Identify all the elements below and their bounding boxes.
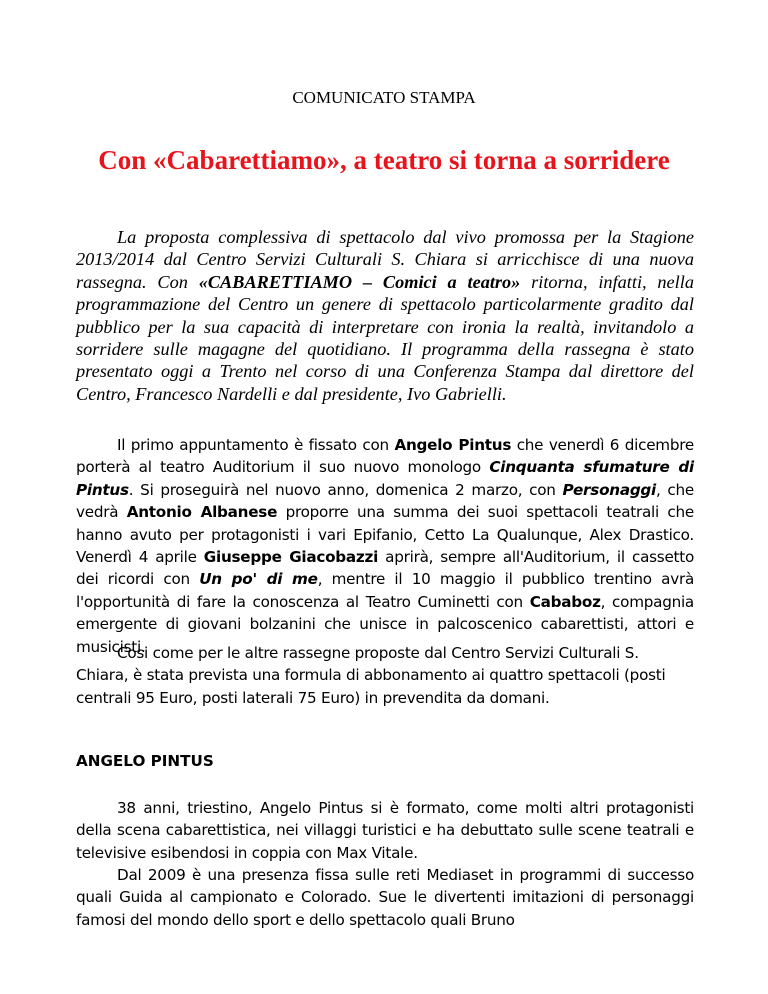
show-title: Un po' di me — [199, 570, 318, 589]
press-release-title: Con «Cabarettiamo», a teatro si torna a sorridere — [98, 145, 670, 175]
show-title: Cinquanta sfumature di Pintus — [76, 458, 694, 499]
intro-text-2: ritorna, infatti, nella programmazione del Centro un genere di spettacolo particolarmente gradito dal pubblico per la sua capacità di interpretare con ironia la realtà, invitandolo a sorridere sulle magagne del quotidiano. Il programma della rassegna è stato presentato oggi a Trento nel corso di una Conferenza Stampa dal direttore del Centro, Francesco Nardelli e dal presidente, Ivo Gabrielli. — [76, 271, 694, 404]
artist-name: Antonio Albanese — [126, 503, 278, 522]
artist-name: Angelo Pintus — [394, 436, 512, 454]
document-header: COMUNICATO STAMPA — [292, 88, 476, 107]
p1-text: Il primo appuntamento è fissato con — [117, 436, 395, 454]
p1-text: , mentre il 10 maggio il pubblico trentino avrà l'opportunità di fare la conoscenza al Teatro Cuminetti con — [76, 570, 695, 611]
artist-name: Cababoz — [529, 592, 601, 611]
p1-text: . Si proseguirà nel nuovo anno, domenica 2 marzo, con — [128, 480, 563, 499]
subscription-paragraph: Cosi come per le altre rassegne proposte dal Centro Servizi Culturali S. Chiara, è stata prevista una formula di abbonamento ai quattro spettacoli (posti centrali 95 Euro, posti laterali 75 Euro) in prevendita da domani. — [76, 644, 666, 707]
intro-paragraph — [76, 226, 694, 405]
intro-text-1: La proposta complessiva di spettacolo dal vivo promossa per la Stagione 2013/2014 dal Centro Servizi Culturali S. Chiara si arricchisce di una nuova rassegna. Con — [76, 227, 694, 292]
program-paragraph — [76, 434, 694, 658]
p1-text: che venerdì 6 dicembre porterà al teatro Auditorium il suo nuovo monologo — [76, 436, 694, 477]
artist-name: Giuseppe Giacobazzi — [203, 548, 379, 567]
p1-text: aprirà, sempre all'Auditorium, il cassetto dei ricordi con — [76, 548, 694, 589]
p1-text: , compagnia emergente di giovani bolzanini che unisce in palcoscenico cabarettisti, attori e musicisti. — [76, 592, 694, 656]
section-heading: ANGELO PINTUS — [76, 752, 214, 770]
p1-text: proporre una summa dei suoi spettacoli teatrali che hanno avuto per protagonisti i vari Epifanio, Cetto La Qualunque, Alex Drastico. Venerdì 4 aprile — [76, 503, 694, 567]
bio-paragraph: Dal 2009 è una presenza fissa sulle reti Mediaset in programmi di successo quali Guida al campionato e Colorado. Sue le divertenti imitazioni di personaggi famosi del mondo dello sport e dello spettacolo quali Bruno — [76, 866, 694, 929]
bio-paragraph: 38 anni, triestino, Angelo Pintus si è formato, come molti altri protagonisti della scena cabarettistica, nei villaggi turistici e ha debuttato sulle scene teatrali e televisive esibendosi in coppia con Max Vitale. — [76, 799, 694, 862]
intro-event-name: «CABARETTIAMO – Comici a teatro» — [198, 271, 521, 292]
p1-text: , che vedrà — [76, 480, 694, 522]
show-title: Personaggi — [562, 480, 657, 499]
